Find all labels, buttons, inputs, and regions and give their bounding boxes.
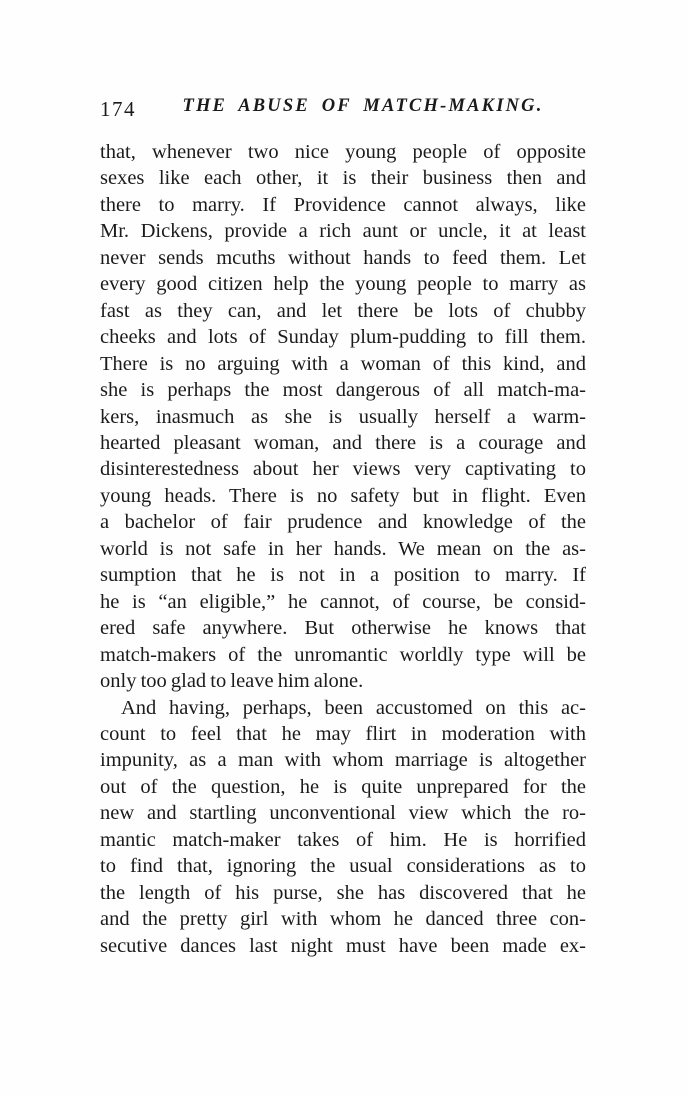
text-line: kers, inasmuch as she is usually herself a warm- [100,405,586,428]
text-line: she is perhaps the most dangerous of all match-ma- [100,379,586,402]
text-line: ered safe anywhere. But otherwise he knows that [100,617,586,640]
text-line: fast as they can, and let there be lots of chubby [100,299,586,322]
page-header [100,96,586,122]
text-line: sumption that he is not in a position to marry. If [100,564,586,587]
text-line: every good citizen help the young people to marry as [100,273,586,296]
text-line: hearted pleasant woman, and there is a courage and [100,431,586,454]
text-line: match-makers of the unromantic worldly type will be [100,643,586,666]
text-line: only too glad to leave him alone. [100,670,364,693]
text-line: new and startling unconventional view which the ro- [100,802,586,825]
text-line: There is no arguing with a woman of this kind, and [100,352,586,375]
page-number: 174 [100,97,136,121]
text-line: never sends mcuths without hands to feed them. Let [100,246,586,269]
text-line: impunity, as a man with whom marriage is altogether [100,749,586,772]
text-line: the length of his purse, she has discovered that he [100,881,586,904]
text-line: there to marry. If Providence cannot always, like [100,193,586,216]
body-text [100,139,586,959]
text-line: a bachelor of fair prudence and knowledge of the [100,511,586,534]
text-line: cheeks and lots of Sunday plum-pudding to fill them. [100,326,586,349]
running-title: THE ABUSE OF MATCH-MAKING. [182,96,544,116]
text-line: And having, perhaps, been accustomed on this ac- [121,696,586,719]
text-line: secutive dances last night must have been made ex- [100,934,586,957]
text-line: young heads. There is no safety but in flight. Even [100,484,586,507]
text-line: world is not safe in her hands. We mean on the as- [100,537,586,560]
text-line: he is “an eligible,” he cannot, of course, be consid- [100,590,586,613]
text-line: out of the question, he is quite unprepared for the [100,775,586,798]
text-line: that, whenever two nice young people of opposite [100,141,586,163]
text-line: and the pretty girl with whom he danced three con- [100,908,586,931]
text-line: mantic match-maker takes of him. He is horrified [100,828,586,851]
text-line: count to feel that he may flirt in moderation with [100,722,586,745]
text-line: Mr. Dickens, provide a rich aunt or uncle, it at least [100,220,586,243]
text-line: sexes like each other, it is their business then and [100,167,586,190]
text-line: to find that, ignoring the usual considerations as to [100,855,586,878]
text-line: disinterestedness about her views very captivating to [100,458,586,481]
